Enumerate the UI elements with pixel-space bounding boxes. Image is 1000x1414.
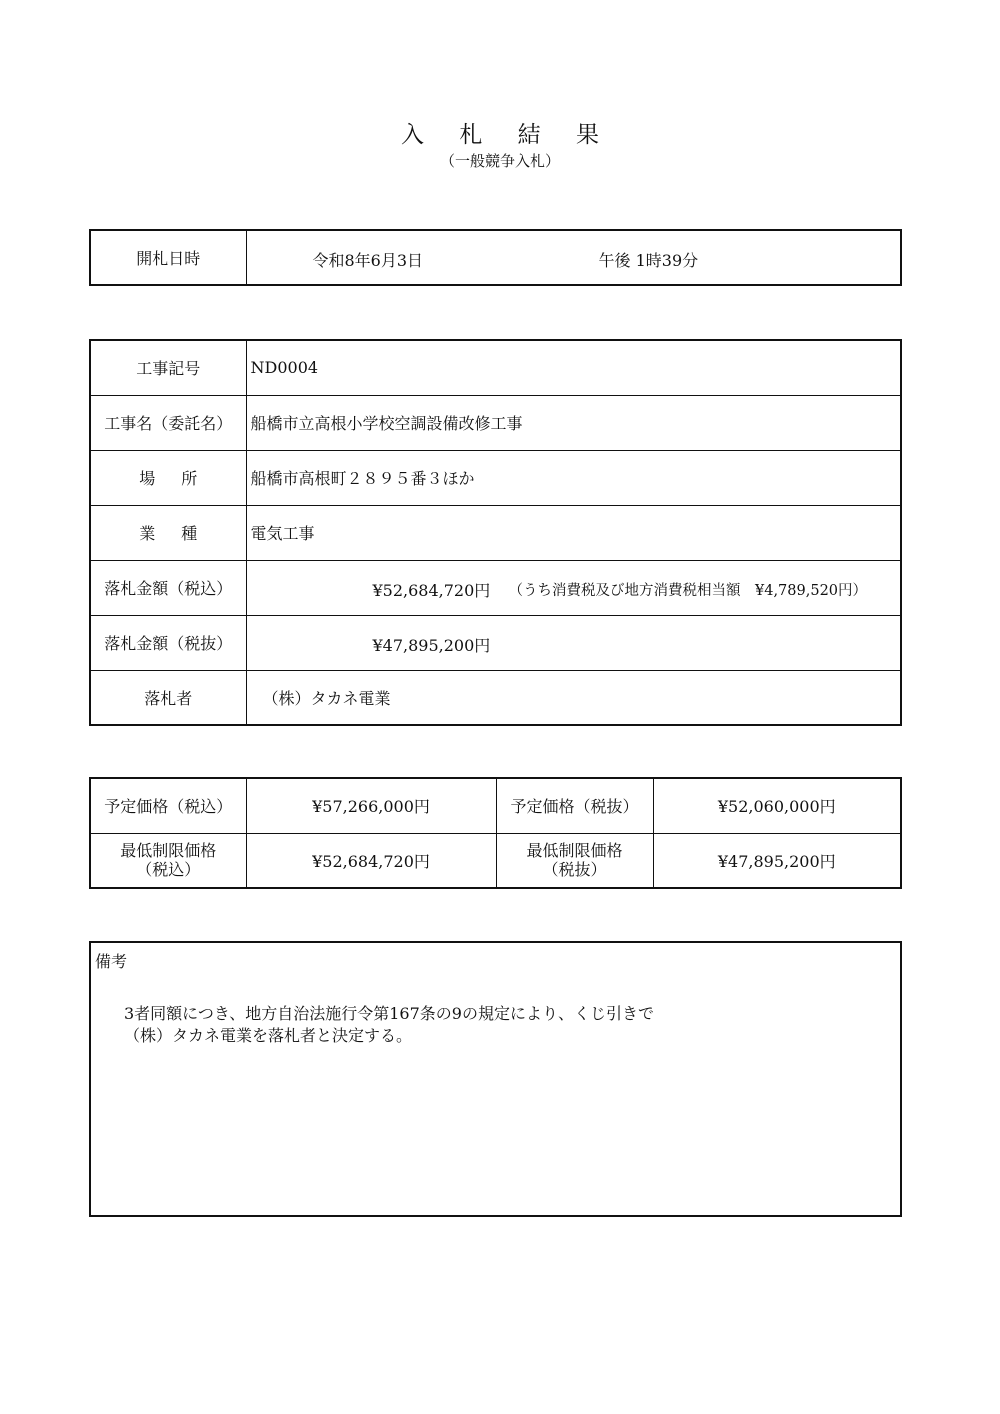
min-excl-label [496,833,653,888]
opening-value-cell [246,230,901,285]
min-excl-value: ¥47,895,200円 [653,833,901,888]
min-price-row [90,833,901,888]
remarks-table [89,941,902,1217]
min-incl-label-line2: （税込） [136,860,201,880]
remarks-label: 備考 [95,952,128,971]
contract-name-row [90,395,901,450]
winner-label: 落札者 [90,670,246,725]
planned-excl-label: 予定価格（税抜） [496,778,653,833]
contract-number: ND0004 [246,340,901,395]
planned-incl-value: ¥57,266,000円 [246,778,496,833]
location-row [90,450,901,505]
min-incl-label-line1: 最低制限価格 [120,841,217,861]
contract-number-row [90,340,901,395]
min-incl-value: ¥52,684,720円 [246,833,496,888]
category-label: 業種 [139,524,224,543]
contract-table [89,339,902,726]
planned-incl-label: 予定価格（税込） [90,778,246,833]
contract-name-label: 工事名（委託名） [90,395,246,450]
remarks-cell [90,942,901,1216]
bid-excl-cell [246,615,901,670]
opening-time: 午後 1時39分 [598,251,699,270]
price-table [89,777,902,889]
contract-number-label: 工事記号 [90,340,246,395]
bid-excl-amount: ¥47,895,200円 [372,635,491,655]
category-row [90,505,901,560]
page-title: 入 札 結 果 [401,122,613,148]
bid-incl-row [90,560,901,615]
contract-name: 船橋市立高根小学校空調設備改修工事 [246,395,901,450]
category-value: 電気工事 [246,505,901,560]
bid-incl-cell [246,560,901,615]
remarks-line-1: 3者同額につき、地方自治法施行令第167条の9の規定により、くじ引きで [124,1004,654,1023]
remarks-row [90,942,901,1216]
min-excl-label-line2: （税抜） [542,860,607,880]
opening-date: 令和8年6月3日 [312,251,424,270]
page-subtitle: （一般競争入札） [439,152,560,170]
min-excl-label-line1: 最低制限価格 [526,841,623,861]
opening-label: 開札日時 [90,230,246,285]
winner-value: （株）タカネ電業 [246,670,901,725]
bid-excl-row [90,615,901,670]
winner-row [90,670,901,725]
opening-table [89,229,902,286]
planned-excl-value: ¥52,060,000円 [653,778,901,833]
bid-incl-amount: ¥52,684,720円 [372,580,491,600]
bid-incl-label: 落札金額（税込） [90,560,246,615]
min-incl-label [90,833,246,888]
opening-row [90,230,901,285]
location-label: 場所 [139,469,224,488]
bid-incl-tax-note: （うち消費税及び地方消費税相当額 ¥4,789,520円） [508,582,868,599]
remarks-line-2: （株）タカネ電業を落札者と決定する。 [124,1026,413,1045]
planned-price-row [90,778,901,833]
bid-excl-label: 落札金額（税抜） [90,615,246,670]
location-value: 船橋市高根町２８９５番３ほか [246,450,901,505]
